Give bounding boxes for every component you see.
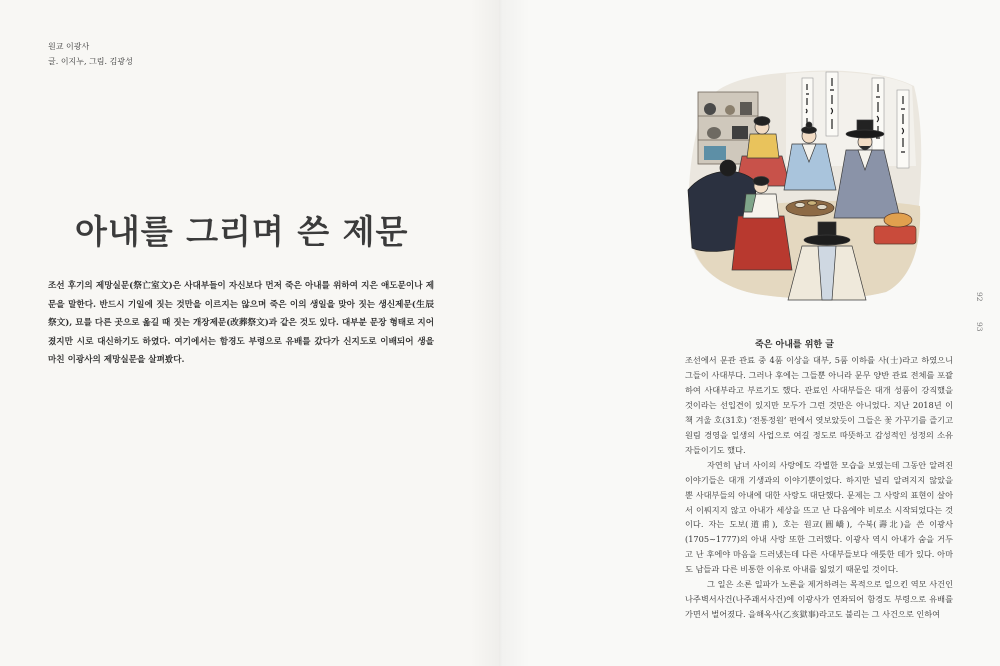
article-paragraph: 자연히 남녀 사이의 사랑에도 각별한 모습을 보였는데 그동안 알려진 이야기들은 대개 기생과의 이야기뿐이었다. 하지만 널리 알려지지 않았을 뿐 사대부들의 아내에 대한 사랑도 대단했다. 문제는 그 사랑의 표현이 살아서 이뤄지지 않고 아내가 세상을 뜨고 난 다음에야 비로소 시작되었다는 것이다. 자는 도보(道甫), 호는 원교(圓嶠), 수북(壽北)을 쓴 이광사(1705~1777)의 아내 사랑 또한 그러했다. 이광사 역시 아내가 숨을 거두고 난 후에야 마음을 드러냈는데 다른 사대부들보다 애틋한 데가 있다. 아마도 남들과 다른 비통한 이유로 아내를 잃었기 때문일 것이다.: [685, 459, 953, 575]
article-paragraph: 그 일은 소론 일파가 노론을 제거하려는 목적으로 일으킨 역모 사건인 나주벽서사건(나주괘서사건)에 이광사가 연좌되어 함경도 부령으로 유배를 가면서 벌어졌다. 을해옥사(乙亥獄事)라고도 불리는 그 사건으로 인하여: [685, 579, 953, 620]
hanging-scroll: [897, 90, 909, 168]
page-title: 아내를 그리며 쓴 제문: [75, 212, 409, 251]
series-title: 원교 이광사: [48, 42, 90, 51]
article-heading: 죽은 아내를 위한 글: [755, 340, 834, 350]
hanging-scroll: [826, 72, 838, 136]
page-number-right: 93: [975, 322, 984, 332]
page-gutter: [470, 0, 530, 666]
credits: 글. 이지누, 그림. 김광성: [48, 57, 133, 66]
article-header: [48, 39, 133, 69]
article-body: [685, 353, 953, 625]
hanging-scroll: [872, 78, 884, 150]
food-table: [786, 200, 834, 216]
page-number-left: 92: [975, 292, 984, 302]
illustration: [686, 66, 926, 302]
article-paragraph: 조선에서 문관 관료 중 4품 이상을 대부, 5품 이하를 사(士)라고 하였으니 그들이 사대부다. 그러나 후에는 그들뿐 아니라 문무 양반 관료 전체를 포괄하여 사대부라고 부르기도 했다. 관료인 사대부들은 대개 성품이 강직했을 것이라는 선입견이 있지만 모두가 그런 것만은 아니었다. 지난 2018년 이 책 겨울 호(31호) ‘전통정원’ 편에서 엿보았듯이 그들은 꽃 가꾸기를 즐기고 원림 경영을 일생의 사업으로 여길 정도로 따뜻하고 감성적인 성정의 소유자들이기도 했다.: [685, 355, 953, 455]
intro-paragraph: 조선 후기의 제망실문(祭亡室文)은 사대부들이 자신보다 먼저 죽은 아내를 위하여 지은 애도문이나 제문을 말한다. 반드시 기일에 짓는 것만을 이르지는 않으며 죽은 이의 생일을 맞아 짓는 생신제문(生辰祭文), 묘를 다른 곳으로 옮길 때 짓는 개장제문(改葬祭文)과 같은 것도 있다. 대부분 문장 형태로 지어졌지만 시로 대신하기도 하였다. 여기에서는 함경도 부령으로 유배를 갔다가 신지도로 이배되어 생을 마친 이광사의 제망실문을 살펴봤다.: [48, 281, 434, 366]
